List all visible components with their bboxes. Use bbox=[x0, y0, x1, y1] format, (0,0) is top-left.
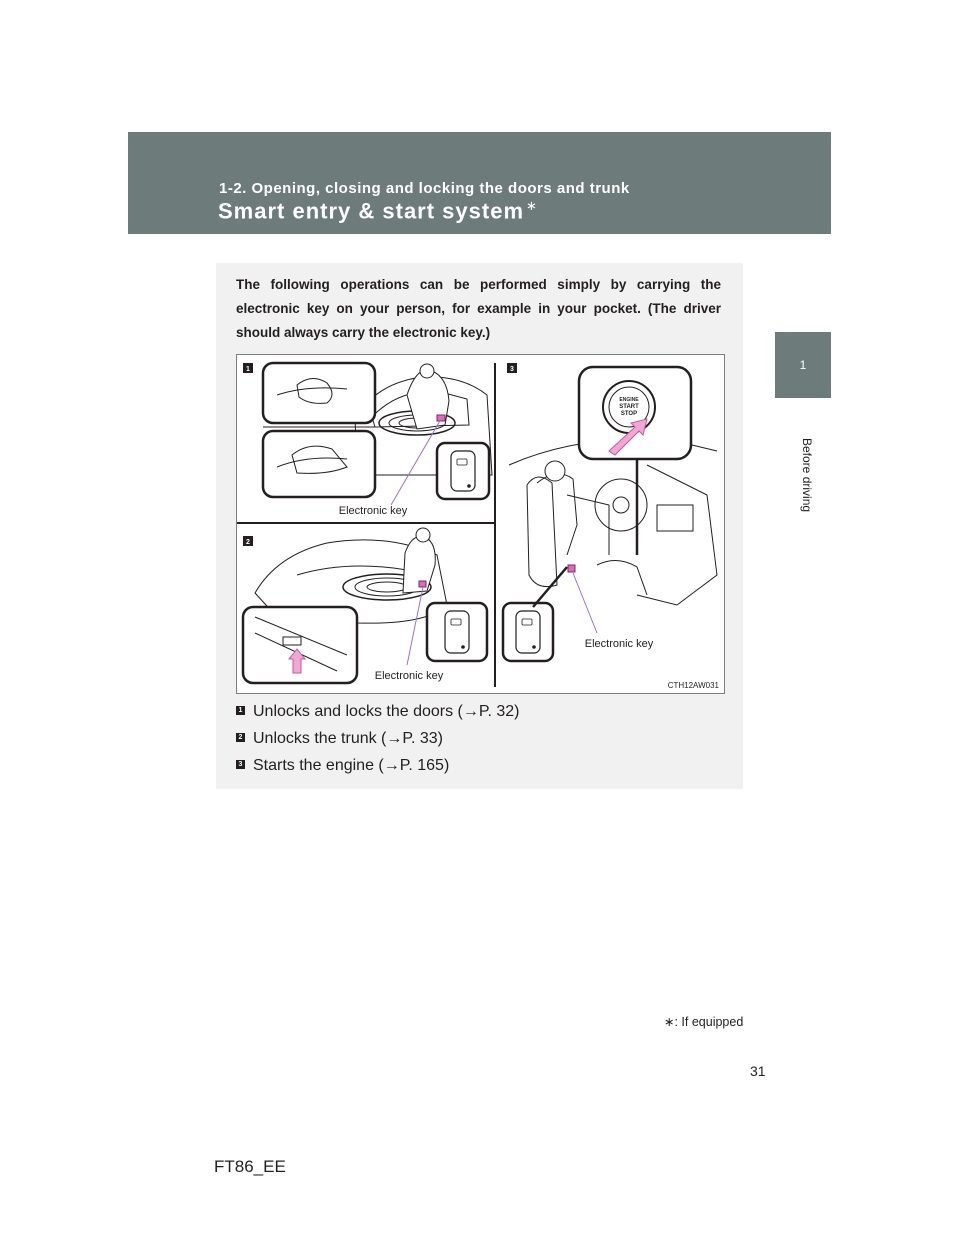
key-fob-ring-icon bbox=[467, 484, 471, 488]
section-heading: 1-2. Opening, closing and locking the doors and trunk bbox=[219, 180, 630, 197]
callout-line-3 bbox=[573, 573, 597, 633]
illustration bbox=[236, 354, 725, 694]
key-pointer bbox=[533, 567, 567, 607]
callout-line-1 bbox=[391, 419, 441, 505]
inset-handle-top bbox=[263, 363, 375, 423]
marker-3 bbox=[507, 363, 517, 373]
svg-text:1: 1 bbox=[246, 366, 250, 373]
list-item bbox=[236, 754, 520, 778]
engine-button-text-2: START bbox=[619, 404, 639, 410]
list-item-text: Unlocks the trunk (→P. 33) bbox=[253, 730, 444, 747]
document-code: FT86_EE bbox=[214, 1157, 286, 1176]
marker-1 bbox=[243, 363, 253, 373]
key-fob-ring-icon bbox=[461, 645, 465, 649]
key-fob-icon bbox=[445, 611, 469, 653]
content-panel bbox=[216, 263, 743, 789]
title-text: Smart entry & start system bbox=[218, 198, 525, 224]
intro-text: The following operations can be performed simply by carrying the electronic key on your person, for example in your pocket. (The driver should always carry the electronic key.) bbox=[236, 277, 721, 340]
svg-text:3: 3 bbox=[510, 366, 514, 373]
list-marker: 3 bbox=[236, 760, 245, 769]
list-item-text: Starts the engine (→P. 165) bbox=[253, 757, 450, 774]
label-electronic-key-2: Electronic key bbox=[374, 670, 444, 682]
list-marker: 2 bbox=[236, 733, 245, 742]
title-asterisk: ∗ bbox=[526, 198, 538, 213]
key-fob-ring-icon bbox=[532, 645, 536, 649]
engine-button-text-3: STOP bbox=[620, 411, 638, 417]
label-electronic-key-3: Electronic key bbox=[584, 638, 654, 650]
figure-code: CTH12AW031 bbox=[667, 681, 719, 690]
chapter-tab-label: Before driving bbox=[800, 438, 814, 513]
operation-list bbox=[236, 700, 520, 781]
key-fob-icon bbox=[516, 611, 540, 653]
page-title bbox=[218, 198, 538, 224]
engine-button-text-1: ENGINE bbox=[619, 397, 639, 403]
marker-2 bbox=[243, 536, 253, 546]
key-fob-icon bbox=[451, 451, 475, 491]
chapter-header bbox=[128, 132, 831, 234]
list-item bbox=[236, 727, 520, 751]
scene-engine-start bbox=[509, 439, 717, 605]
footnote: ∗: If equipped bbox=[664, 1015, 744, 1029]
list-item bbox=[236, 700, 520, 724]
inset-handle-bottom bbox=[263, 431, 375, 497]
label-electronic-key-1: Electronic key bbox=[338, 505, 408, 517]
svg-text:2: 2 bbox=[246, 539, 250, 546]
illustration-drawing bbox=[237, 355, 724, 693]
chapter-tab: 1 bbox=[775, 332, 831, 398]
list-marker: 1 bbox=[236, 706, 245, 715]
page-number: 31 bbox=[750, 1063, 766, 1079]
list-item-text: Unlocks and locks the doors (→P. 32) bbox=[253, 703, 520, 720]
